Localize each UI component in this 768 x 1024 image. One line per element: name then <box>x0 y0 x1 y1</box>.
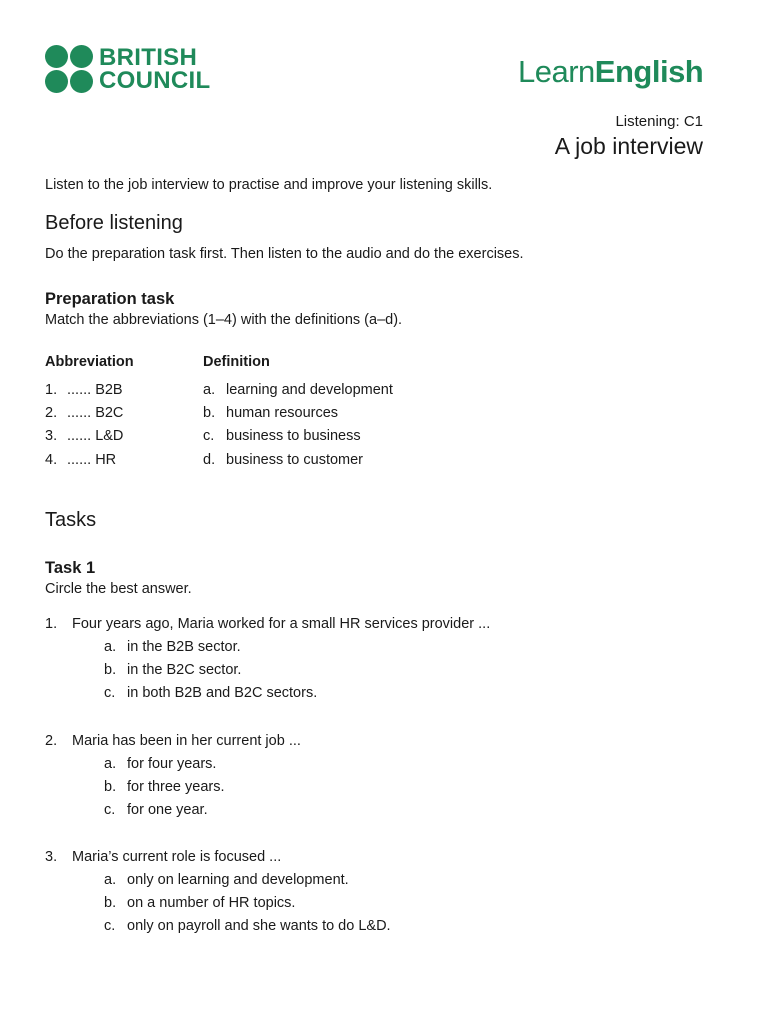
abbreviation-item: 4. ...... HR <box>45 452 117 468</box>
abbreviation-item: 2. ...... B2C <box>45 405 124 421</box>
definition-item: c. business to business <box>203 428 361 444</box>
learnenglish-logo: LearnEnglish <box>518 54 704 89</box>
answer-option: b. in the B2C sector. <box>104 662 242 678</box>
before-listening-text: Do the preparation task first. Then listen to the audio and do the exercises. <box>45 246 524 262</box>
logo-dots-icon <box>45 45 93 93</box>
british-council-logo <box>45 45 210 93</box>
definition-item: a. learning and development <box>203 382 393 398</box>
answer-option: c. for one year. <box>104 802 208 818</box>
tasks-heading: Tasks <box>45 509 97 531</box>
answer-option: b. for three years. <box>104 779 225 795</box>
question-1: 1. Four years ago, Maria worked for a small HR services provider ... <box>45 616 491 632</box>
question-3: 3. Maria’s current role is focused ... <box>45 849 282 865</box>
before-listening-heading: Before listening <box>45 212 183 234</box>
answer-option: c. in both B2B and B2C sectors. <box>104 685 318 701</box>
answer-option: a. only on learning and development. <box>104 872 349 888</box>
definition-item: d. business to customer <box>203 452 364 468</box>
definition-item: b. human resources <box>203 405 339 421</box>
task1-instruction: Circle the best answer. <box>45 581 192 597</box>
intro-text: Listen to the job interview to practise and improve your listening skills. <box>45 177 493 193</box>
definition-column-header: Definition <box>203 354 270 370</box>
abbreviation-column-header: Abbreviation <box>45 354 134 370</box>
page-title: A job interview <box>554 133 703 159</box>
level-label: Listening: C1 <box>615 113 703 130</box>
logo-text: BRITISH COUNCIL <box>99 44 211 94</box>
task1-heading: Task 1 <box>45 559 96 577</box>
preparation-instruction: Match the abbreviations (1–4) with the definitions (a–d). <box>45 312 403 328</box>
answer-option: a. in the B2B sector. <box>104 639 241 655</box>
answer-option: a. for four years. <box>104 756 217 772</box>
preparation-task-heading: Preparation task <box>45 290 175 308</box>
question-2: 2. Maria has been in her current job ... <box>45 733 301 749</box>
answer-option: b. on a number of HR topics. <box>104 895 296 911</box>
abbreviation-item: 1. ...... B2B <box>45 382 123 398</box>
answer-option: c. only on payroll and she wants to do L&D. <box>104 918 391 934</box>
abbreviation-item: 3. ...... L&D <box>45 428 124 444</box>
